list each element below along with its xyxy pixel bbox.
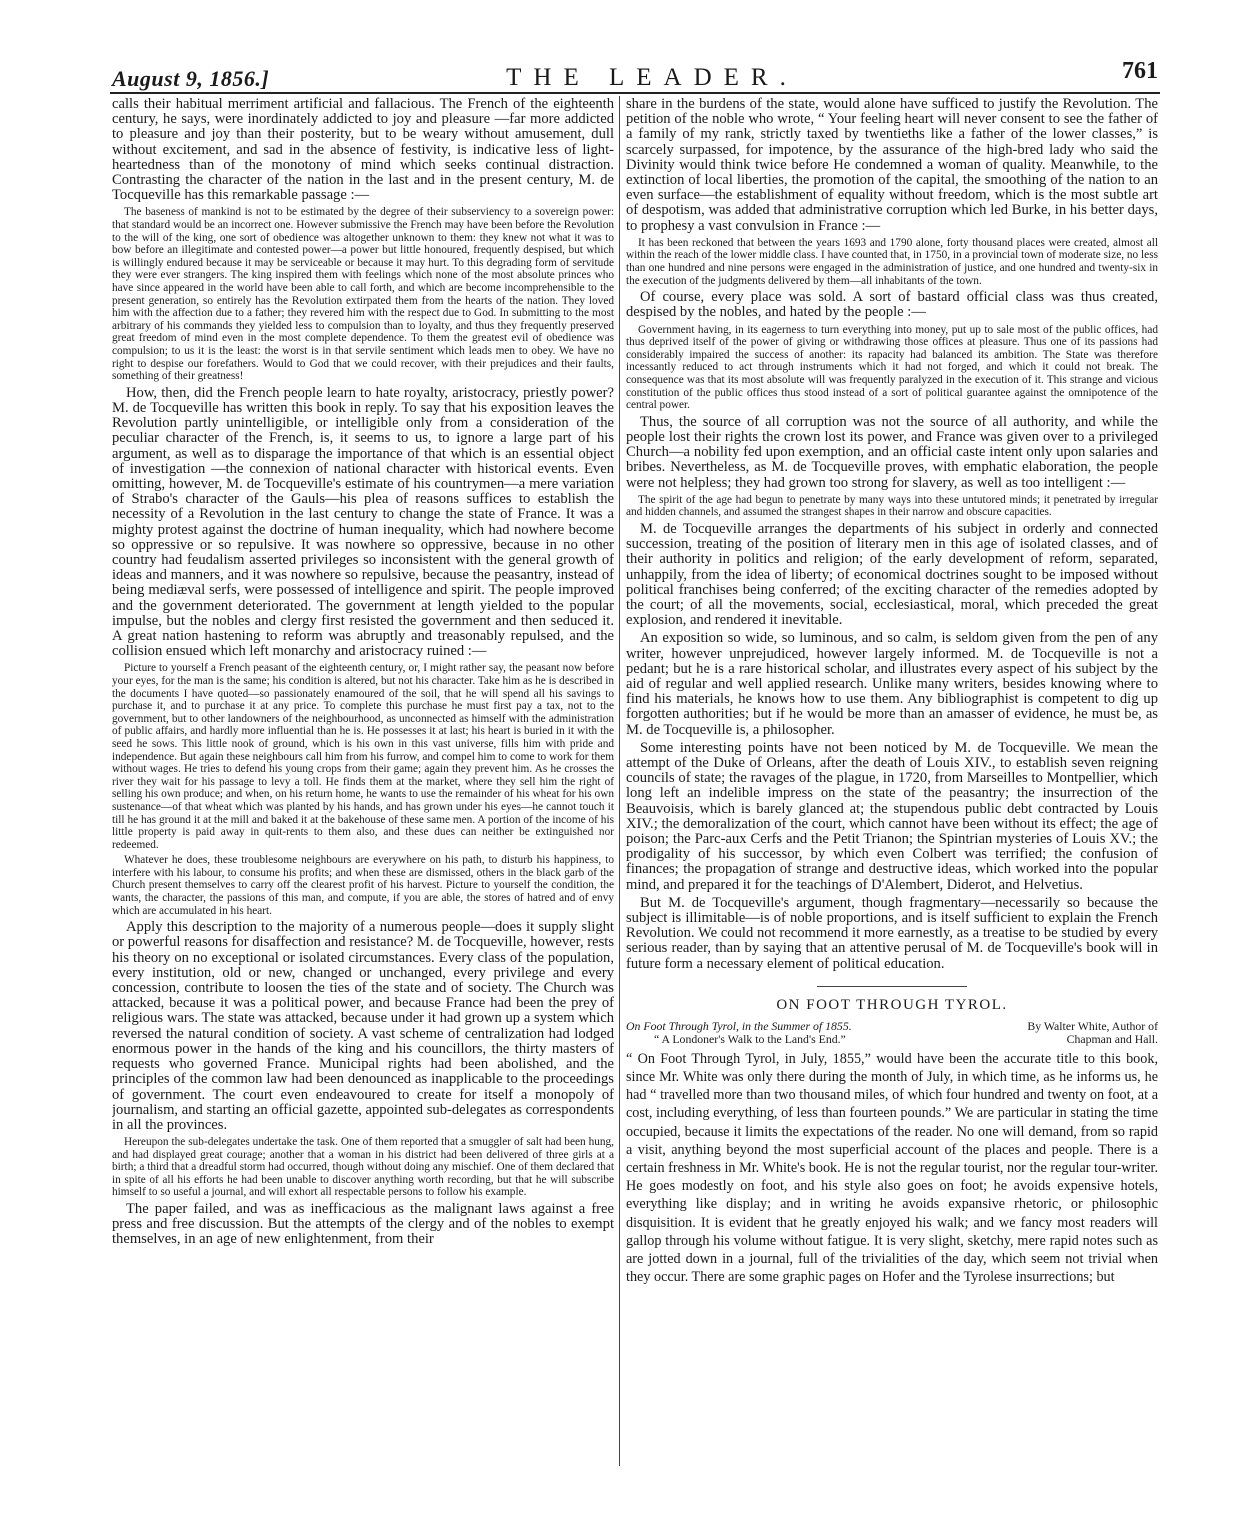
body-paragraph: Thus, the source of all corruption was not the source of all authority, and while the people lost their rights the crown lost its power, and France was given over to a privileged Church—a nobility fed upon exemption, and an official caste intent only upon salaries and bribes. Nevertheless, as M. de Tocqueville proves, with emphatic elaboration, the people were not helpless; they had grown too strong for slavery, as well as too intelligent :— (626, 413, 1158, 491)
left-column (112, 97, 614, 1477)
body-paragraph: Some interesting points have not been noticed by M. de Tocqueville. We mean the attempt of the Duke of Orleans, after the death of Louis XIV., to establish seven reigning councils of state; the ravages of the plague, in 1720, from Marseilles to Montpellier, which long left an indelible impress on the state of the peasantry; the insurrection of the Beauvoisis, which is barely glanced at; the stupendous public debt contracted by Louis XIV.; the demoralization of the court, which cannot have been without its effect; the age of poison; the Parc-aux Cerfs and the Petit Trianon; the Spintrian mysteries of Louis XV.; the prodigality of his successor, by which even Colbert was terrified; the confusion of finances; the propagation of strange and destructive ideas, which worked into the popular mind, and prepared it for the teachings of D'Alembert, Diderot, and Helvetius. (626, 739, 1158, 893)
body-paragraph: But M. de Tocqueville's argument, though fragmentary—necessarily so because the subject is illimitable—is of noble proportions, and is itself sufficient to explain the French Revolution. We could not recommend it more earnestly, as a treatise to be studied by every serious reader, than by saying that an attentive perusal of M. de Tocqueville's book will in future form a necessary element of political education. (626, 894, 1158, 972)
citation-line (626, 1033, 1158, 1046)
book-subtitle: “ A Londoner's Walk to the Land's End.” (654, 1031, 846, 1046)
body-paragraph: An exposition so wide, so luminous, and so calm, is seldom given from the pen of any writer, however unprejudiced, however largely informed. M. de Tocqueville is not a pedant; but he is a rare historical scholar, and illustrates every aspect of his subject by the aid of regular and well applied research. Unlike many writers, besides knowing where to find his materials, he knows how to use them. Any bibliographist is competent to dig up forgotten authorities; but if he would be more than an amasser of evidence, he must be, as M. de Tocqueville is, a philosopher. (626, 630, 1158, 738)
review-citation (626, 1020, 1158, 1046)
block-quote: The spirit of the age had begun to penetrate by many ways into these untutored minds; it penetrated by irregular and hidden channels, and assumed the strangest shapes in their narrow and obscure capacities. (626, 493, 1158, 519)
page-number: 761 (1122, 58, 1158, 84)
book-author: By Walter White, Author of (1027, 1018, 1158, 1033)
block-quote: Whatever he does, these troublesome neighbours are everywhere on his path, to disturb his happiness, to interfere with his labour, to consume his profits; and when these are dismissed, others in the black garb of the Church present themselves to carry off the clearest profit of his harvest. Picture to yourself the condition, the wants, the character, the passions of this man, and compute, if you are able, the stores of hatred and of envy which are accumulated in his heart. (112, 854, 614, 917)
body-paragraph: share in the burdens of the state, would alone have sufficed to justify the Revolution. The petition of the noble who wrote, “ Your feeling heart will never consent to see the father of a family of my rank, strictly taxed by twentieths like a father of the lower classes,” is scarcely surpassed, for impotence, by the assurance of the high-bred lady who said the Divinity would think twice before He condemned a woman of quality. Meanwhile, to the extinction of local liberties, the promotion of the capital, the smoothing of the nation to an even surface—the establishment of equality without freedom, which is the most subtle art of despotism, was added that administrative corruption which led Burke, in his better days, to prophesy a vast convulsion in France :— (626, 97, 1158, 234)
publication-title: THE LEADER. (506, 64, 798, 91)
block-quote: It has been reckoned that between the years 1693 and 1790 alone, forty thousand places were created, almost all within the reach of the lower middle class. I have counted that, in 1750, in a provincial town of moderate size, no less than one hundred and nine persons were engaged in the administration of justice, and one hundred and twenty-six in the execution of the judgments delivered by them—all inhabitants of the town. (626, 236, 1158, 287)
body-paragraph: The paper failed, and was as inefficacious as the malignant laws against a free press and free discussion. But the attempts of the clergy and of the nobles to exempt themselves, in an age of new enlightenment, from their (112, 1201, 614, 1248)
header-rule (110, 92, 1160, 94)
right-column (626, 97, 1158, 1477)
masthead (112, 58, 1158, 96)
column-divider (619, 96, 620, 1466)
block-quote: The baseness of mankind is not to be estimated by the degree of their subserviency to a sovereign power: that standard would be an incorrect one. However submissive the French may have been before the Revolution to the will of the king, one sort of obedience was altogether unknown to them: they knew not what it was to bow before an illegitimate and contested power—a power but little honoured, frequently despised, but which is willingly endured because it may be serviceable or because it may hurt. To this degrading form of servitude they were ever strangers. The king inspired them with feelings which none of the most absolute princes who have since appeared in the world have been able to call forth, and which are become incomprehensible to the present generation, so entirely has the Revolution extirpated them from the hearts of the nation. They loved him with the affection due to a father; they revered him with the respect due to God. In submitting to the most arbitrary of his commands they yielded less to compulsion than to loyalty, and thus they frequently preserved great freedom of mind even in the most complete dependence. To them the greatest evil of obedience was compulsion; to us it is the least: the worst is in that servile sentiment which leads men to obey. We have no right to despise our forefathers. Would to God that we could recover, with their prejudices and their faults, something of their greatness! (112, 206, 614, 383)
block-quote: Government having, in its eagerness to turn everything into money, put up to sale most of the public offices, had thus deprived itself of the power of giving or withdrawing those offices at pleasure. Thus one of its passions had considerably impaired the success of another: its rapacity had balanced its ambition. The State was therefore incessantly reduced to act through instruments which it had not forged, and which it could not break. The consequence was that its most absolute will was frequently paralyzed in the execution of it. This strange and vicious constitution of the public offices thus stood instead of a sort of political guarantee against the omnipotence of the central power. (626, 323, 1158, 412)
body-paragraph: M. de Tocqueville arranges the departments of his subject in orderly and connected succession, treating of the position of literary men in this age of isolated classes, and of their authority in politics and religion; of the early development of reform, separated, unhappily, from the idea of liberty; of economical doctrines sought to be imposed without political franchises being conferred; of the exciting character of the remedies adopted by the court; of all the movements, social, ecclesiastical, moral, which preceded the great explosion, and rendered it inevitable. (626, 520, 1158, 629)
book-title: On Foot Through Tyrol, in the Summer of 1855. (626, 1018, 852, 1033)
body-paragraph: How, then, did the French people learn to hate royalty, aristocracy, priestly power? M. de Tocqueville has written this book in reply. To say that his exposition leaves the Revolution partly unintelligible, or intelligible only from a consideration of the peculiar character of the French, is, it seems to us, to ignore a large part of his argument, as well as to disparage the importance of that which is an essential object of investigation —the connexion of national character with historical events. Even omitting, however, M. de Tocqueville's estimate of his countrymen—a mere variation of Strabo's character of the Gauls—his plea of reasons suffices to establish the necessity of a Revolution in the last century to change the state of France. It was a mighty protest against the doctrine of human inequality, which had nowhere become so oppressive or so repulsive. It was nowhere so oppressive, because in no other country had feudalism asserted privileges so inconsistent with the general growth of ideas and manners, and it was nowhere so repulsive, because the peasantry, instead of being mediæval serfs, were possessed of intelligence and spirit. The people improved and the government deteriorated. The government at length yielded to the popular impulse, but the nobles and clergy first resisted the government and then seduced it. A great nation hastening to reform was abruptly and treasonably repulsed, and the collision ensued which left monarchy and aristocracy ruined :— (112, 384, 614, 660)
body-paragraph: calls their habitual merriment artificial and fallacious. The French of the eighteenth century, he says, were inordinately addicted to joy and pleasure —far more addicted to pleasure and joy than their posterity, but to be weary without amusement, dull without excitement, and sad in the absence of festivity, is indicative less of light-heartedness than of the monotony of mind which seeks continual distraction. Contrasting the character of the nation in the last and in the present century, M. de Tocqueville has this remarkable passage :— (112, 97, 614, 204)
citation-line (626, 1020, 1158, 1033)
body-paragraph: Of course, every place was sold. A sort of bastard official class was thus created, despised by the nobles, and hated by the people :— (626, 289, 1158, 321)
block-quote: Picture to yourself a French peasant of the eighteenth century, or, I might rather say, the peasant now before your eyes, for the man is the same; his condition is altered, but not his character. Take him as he is described in the documents I have quoted—so passionately enamoured of the soil, that he will spend all his savings to purchase it, and to purchase it at any price. To complete this purchase he must first pay a tax, not to the government, but to other landowners of the neighbourhood, as unconnected as himself with the administration of public affairs, and hardly more influential than he is. He possesses it at last; his heart is buried in it with the seed he sows. This little nook of ground, which is his own in this vast universe, fills him with pride and independence. But again these neighbours call him from his furrow, and compel him to come to work for them without wages. He tries to defend his young crops from their game; again they prevent him. As he crosses the river they wait for his passage to levy a toll. He finds them at the market, where they sell him the right of selling his own produce; and when, on his return home, he wants to use the remainder of his wheat for his own sustenance—of that wheat which was planted by his hands, and has grown under his eyes—he cannot touch it till he has ground it at the mill and baked it at the bakehouse of these same men. A portion of the income of his little property is paid away in quit-rents to them also, and these dues can neither be extinguished nor redeemed. (112, 662, 614, 851)
review-body: “ On Foot Through Tyrol, in July, 1855,” would have been the accurate title to this book, since Mr. White was only there during the month of July, in which time, as he informs us, he had “ travelled more than two thousand miles, of which four hundred and twenty on foot, at a cost, including everything, of less than fourteen pounds.” We are particular in stating the time occupied, because it limits the expectations of the reader. No one will demand, from so rapid a visit, anything beyond the most superficial account of the places and people. There is a certain freshness in Mr. White's book. He is not the regular tourist, nor the regular tour-writer. He goes modestly on foot, and his style also goes on foot; he avoids expensive hotels, everything like display; and in writing he avoids expansive rhetoric, or philosophic disquisition. It is evident that he greatly enjoyed his walk; and we fancy most readers will gallop through his volume without fatigue. It is very slight, sketchy, mere rapid notes such as are jotted down in a journal, full of the trivialities of the day, which seem not trivial when they occur. There are some graphic pages on Hofer and the Tyrolese insurrections; but (626, 1050, 1158, 1286)
block-quote: Hereupon the sub-delegates undertake the task. One of them reported that a smuggler of salt had been hung, and had displayed great courage; another that a woman in his district had been delivered of three girls at a birth; a third that a dreadful storm had occurred, though without doing any mischief. One of them declared that in spite of all his efforts he had been unable to discover anything worth recording, but that he will subscribe himself to so useful a journal, and will exhort all respectable persons to follow his example. (112, 1136, 614, 1199)
book-publisher: Chapman and Hall. (1066, 1031, 1158, 1046)
section-rule (817, 986, 967, 987)
issue-date: August 9, 1856.] (112, 66, 270, 91)
body-paragraph: Apply this description to the majority of a numerous people—does it supply slight or powerful reasons for disaffection and resistance? M. de Tocqueville, however, rests his theory on no exceptional or isolated circumstances. Every class of the population, every institution, old or new, changed or unchanged, every privilege and every concession, contribute to loosen the ties of the state and of society. The Church was attacked, because it was a political power, and because France had been the prey of religious wars. The state was attacked, because under it had grown up a system which reversed the natural condition of society. A vast scheme of centralization had lodged enormous power in the hands of the king and his councillors, the thirty masters of requests who governed France. Municipal rights had been abolished, and the principles of the common law had been denounced as inapplicable to the proceedings of government. The court even endeavoured to create for itself a monopoly of journalism, and starting an official gazette, appointed sub-delegates as correspondents in all the provinces. (112, 919, 614, 1133)
review-heading: ON FOOT THROUGH TYROL. (776, 996, 1008, 1013)
